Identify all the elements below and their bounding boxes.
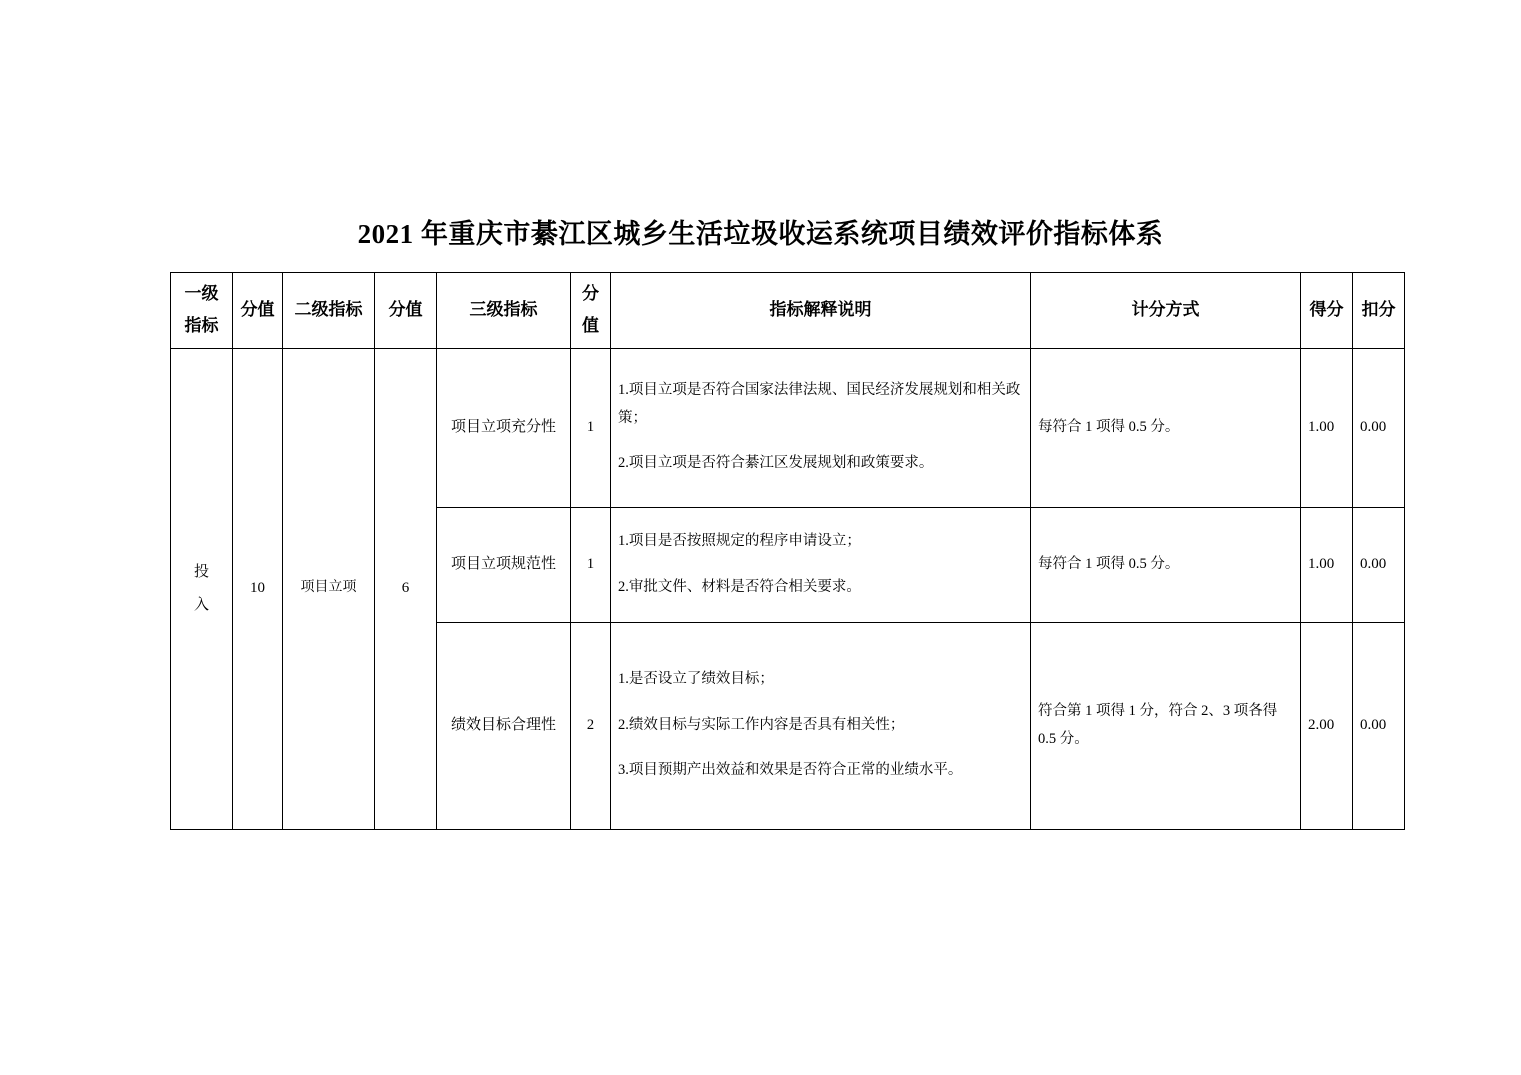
table-row	[171, 348, 1405, 507]
explanation-line: 3.项目预期产出效益和效果是否符合正常的业绩水平。	[618, 762, 963, 779]
level3-score-cell: 1	[571, 348, 611, 507]
header-explanation: 指标解释说明	[611, 273, 1031, 349]
level1-char-1: 投	[193, 563, 209, 580]
level3-indicator-cell: 绩效目标合理性	[437, 622, 571, 829]
header-level3: 三级指标	[437, 273, 571, 349]
level3-score-cell: 2	[571, 622, 611, 829]
level3-indicator-cell: 项目立项充分性	[437, 348, 571, 507]
level1-char-2: 入	[193, 596, 209, 613]
header-method: 计分方式	[1031, 273, 1301, 349]
header-level1: 一级指标	[171, 273, 233, 349]
level3-indicator-cell: 项目立项规范性	[437, 507, 571, 622]
table-header-row	[171, 273, 1405, 349]
method-cell: 符合第 1 项得 1 分，符合 2、3 项各得 0.5 分。	[1031, 622, 1301, 829]
page-title: 2021 年重庆市綦江区城乡生活垃圾收运系统项目绩效评价指标体系	[357, 219, 1164, 249]
level2-score-cell: 6	[375, 348, 437, 829]
deducted-score-cell: 0.00	[1353, 622, 1405, 829]
performance-indicator-table	[170, 272, 1405, 830]
explanation-line: 2.绩效目标与实际工作内容是否具有相关性；	[618, 716, 905, 733]
header-score2: 分值	[375, 273, 437, 349]
level2-indicator-cell: 项目立项	[283, 348, 375, 829]
explanation-cell	[611, 622, 1031, 829]
explanation-cell	[611, 507, 1031, 622]
explanation-cell	[611, 348, 1031, 507]
method-cell: 每符合 1 项得 0.5 分。	[1031, 507, 1301, 622]
deducted-score-cell: 0.00	[1353, 348, 1405, 507]
gained-score-cell: 1.00	[1301, 507, 1353, 622]
header-score1: 分值	[233, 273, 283, 349]
level1-indicator-cell	[171, 348, 233, 829]
level1-score-cell: 10	[233, 348, 283, 829]
explanation-line: 2.审批文件、材料是否符合相关要求。	[618, 578, 861, 595]
explanation-line: 1.是否设立了绩效目标；	[618, 671, 774, 688]
header-gained: 得分	[1301, 273, 1353, 349]
header-level2: 二级指标	[283, 273, 375, 349]
method-cell: 每符合 1 项得 0.5 分。	[1031, 348, 1301, 507]
explanation-line: 1.项目是否按照规定的程序申请设立；	[618, 533, 861, 550]
deducted-score-cell: 0.00	[1353, 507, 1405, 622]
gained-score-cell: 2.00	[1301, 622, 1353, 829]
level3-score-cell: 1	[571, 507, 611, 622]
explanation-line: 2.项目立项是否符合綦江区发展规划和政策要求。	[618, 455, 934, 472]
header-deducted: 扣分	[1353, 273, 1405, 349]
header-score3: 分值	[571, 273, 611, 349]
explanation-line: 1.项目立项是否符合国家法律法规、国民经济发展规划和相关政策；	[618, 382, 1021, 426]
gained-score-cell: 1.00	[1301, 348, 1353, 507]
